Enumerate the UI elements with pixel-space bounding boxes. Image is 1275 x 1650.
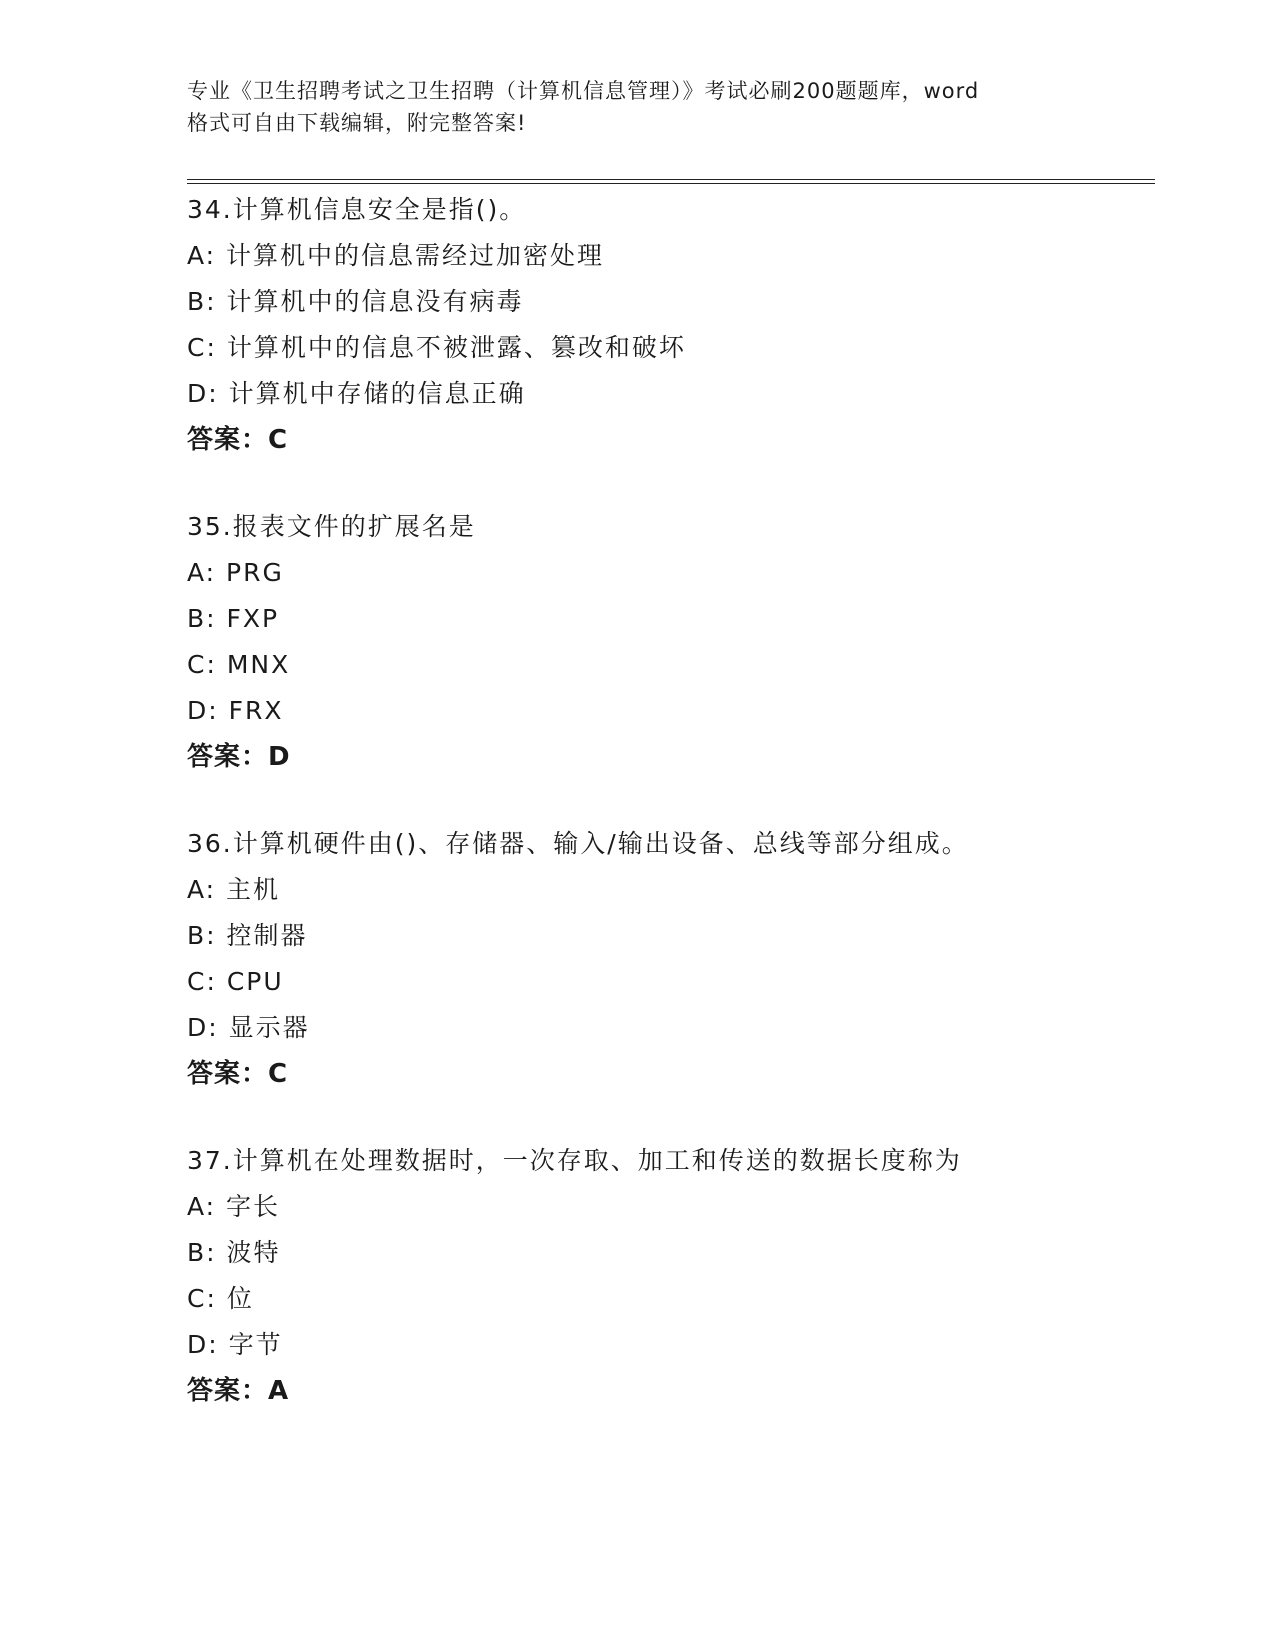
- option-b: B: 控制器: [187, 921, 308, 950]
- option-a: A: 主机: [187, 875, 281, 904]
- question-stem: 34.计算机信息安全是指()。: [187, 195, 527, 224]
- header-divider-bottom: [187, 183, 1155, 184]
- header-line-1: 专业《卫生招聘考试之卫生招聘（计算机信息管理）》考试必刷200题题库，word: [187, 79, 980, 103]
- question-37: [187, 1138, 1155, 1414]
- option-a: A: PRG: [187, 558, 284, 587]
- header-divider-top: [187, 179, 1155, 180]
- document-header: [187, 75, 1087, 139]
- option-b: B: FXP: [187, 604, 280, 633]
- answer-line: 答案：C: [187, 425, 289, 455]
- option-d: D: FRX: [187, 696, 284, 725]
- question-36: [187, 821, 1155, 1097]
- question-stem: 36.计算机硬件由()、存储器、输入/输出设备、总线等部分组成。: [187, 829, 969, 858]
- option-c: C: 计算机中的信息不被泄露、篡改和破坏: [187, 333, 686, 362]
- option-c: C: MNX: [187, 650, 291, 679]
- question-list: [187, 187, 1155, 1455]
- option-c: C: CPU: [187, 967, 284, 996]
- option-b: B: 计算机中的信息没有病毒: [187, 287, 524, 316]
- option-a: A: 计算机中的信息需经过加密处理: [187, 241, 605, 270]
- option-b: B: 波特: [187, 1238, 281, 1267]
- header-line-2: 格式可自由下载编辑，附完整答案!: [187, 111, 527, 135]
- option-d: D: 字节: [187, 1330, 283, 1359]
- answer-line: 答案：A: [187, 1376, 290, 1406]
- option-c: C: 位: [187, 1284, 254, 1313]
- question-35: [187, 504, 1155, 780]
- answer-line: 答案：C: [187, 1059, 289, 1089]
- question-34: [187, 187, 1155, 463]
- option-a: A: 字长: [187, 1192, 281, 1221]
- question-stem: 37.计算机在处理数据时，一次存取、加工和传送的数据长度称为: [187, 1146, 962, 1175]
- answer-line: 答案：D: [187, 742, 291, 772]
- option-d: D: 计算机中存储的信息正确: [187, 379, 526, 408]
- option-d: D: 显示器: [187, 1013, 310, 1042]
- question-stem: 35.报表文件的扩展名是: [187, 512, 476, 541]
